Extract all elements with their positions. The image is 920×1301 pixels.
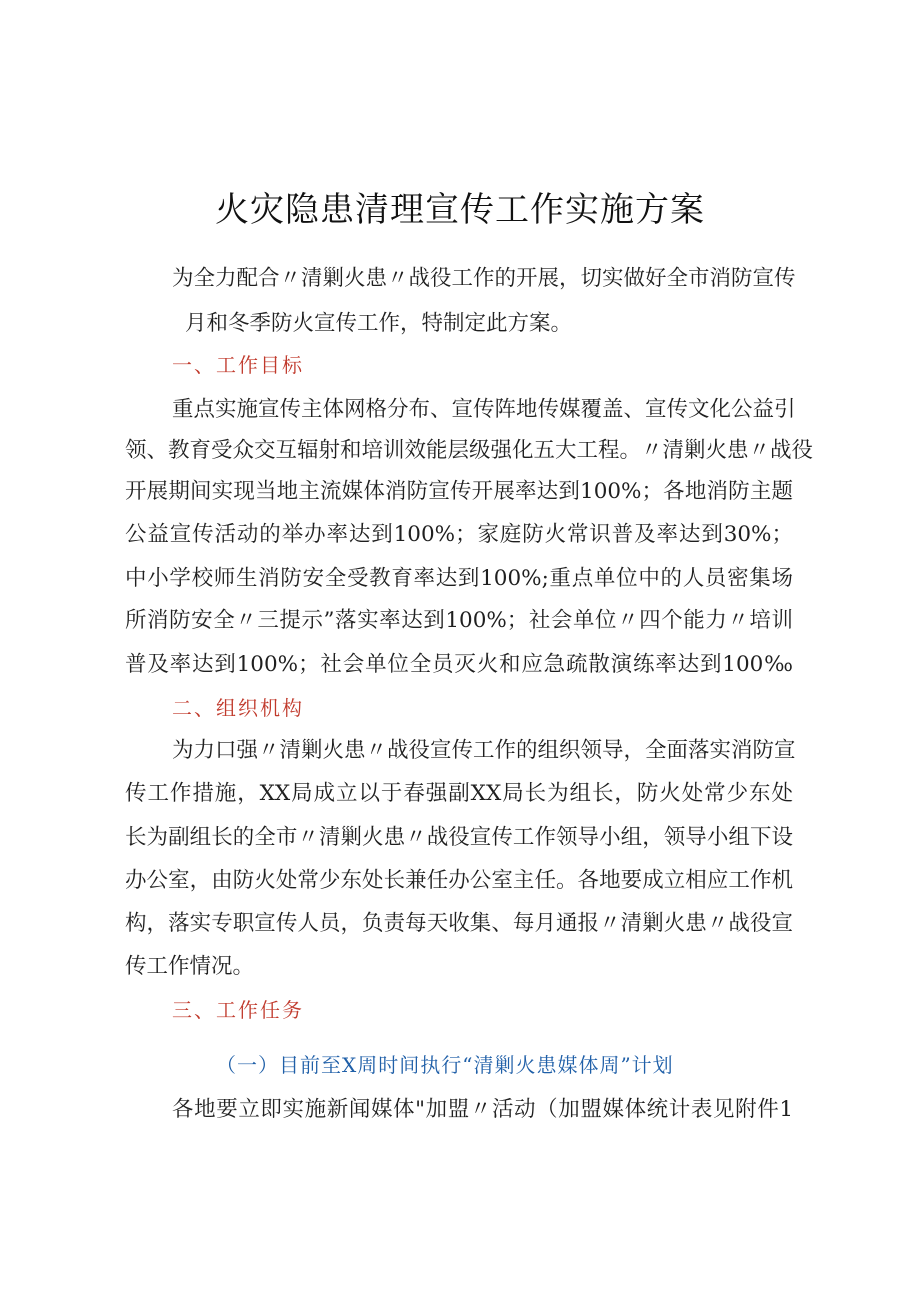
section-2-heading: 二、组织机构: [172, 696, 304, 720]
section-3-subheading: （一）目前至X周时间执行“清剿火患媒体周”计划: [216, 1053, 674, 1077]
section-3-heading: 三、工作任务: [172, 998, 304, 1022]
section-2-line-3: 长为副组长的全市〃清剿火患〃战役宣传工作领导小组，领导小组下设: [125, 825, 793, 850]
intro-line-2: 月和冬季防火宣传工作，特制定此方案。: [185, 311, 573, 336]
intro-line-1: 为全力配合〃清剿火患〃战役工作的开展，切实做好全市消防宣传: [172, 266, 796, 291]
section-2-line-4: 办公室，由防火处常少东处长兼任办公室主任。各地要成立相应工作机: [125, 868, 793, 893]
document-title: 火灾隐患清理宣传工作实施方案: [215, 190, 705, 230]
section-1-heading: 一、工作目标: [172, 353, 304, 377]
section-2-line-1: 为力口强〃清剿火患〃战役宣传工作的组织领导，全面落实消防宣: [172, 738, 796, 763]
section-1-line-1: 重点实施宣传主体网格分布、宣传阵地传媒覆盖、宣传文化公益引: [172, 397, 796, 422]
section-1-line-2: 领、教育受众交互辐射和培训效能层级强化五大工程。〃清剿火患〃战役: [125, 438, 814, 463]
section-2-line-2: 传工作措施，XX局成立以于春强副XX局长为组长，防火处常少东处: [125, 781, 793, 806]
section-1-line-5: 中小学校师生消防安全受教育率达到100%;重点单位中的人员密集场: [125, 566, 793, 591]
section-2-line-6: 传工作情况。: [125, 954, 255, 979]
section-1-line-3: 开展期间实现当地主流媒体消防宣传开展率达到100%；各地消防主题: [125, 479, 793, 504]
section-1-line-7: 普及率达到100%；社会单位全员灭火和应急疏散演练率达到100‰: [125, 652, 793, 677]
section-1-line-6: 所消防安全〃三提示”落实率达到100%；社会单位〃四个能力〃培训: [125, 608, 793, 633]
section-3-line-1: 各地要立即实施新闻媒体"加盟〃活动（加盟媒体统计表见附件1: [172, 1097, 793, 1122]
section-1-line-4: 公益宣传活动的举办率达到100%；家庭防火常识普及率达到30%；: [125, 522, 793, 547]
section-2-line-5: 构，落实专职宣传人员，负责每天收集、每月通报〃清剿火患〃战役宣: [125, 911, 793, 936]
